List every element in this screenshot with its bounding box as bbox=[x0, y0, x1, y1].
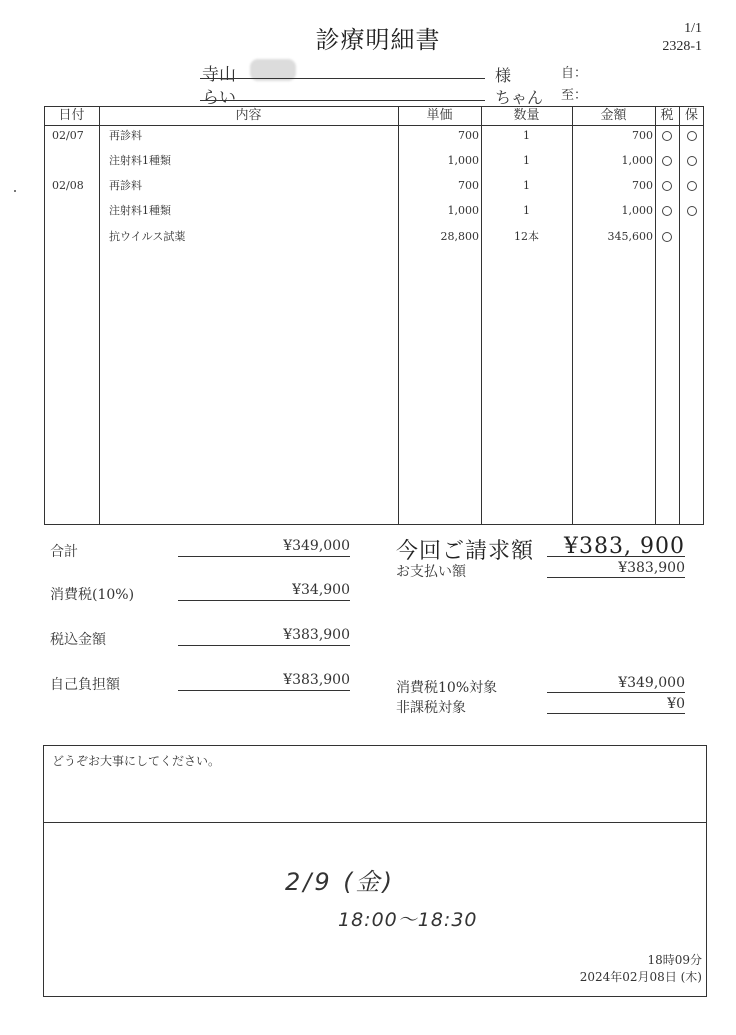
owner-name: 寺山 bbox=[202, 65, 236, 85]
tax-label: 消費税(10%) bbox=[50, 587, 135, 603]
col-divider bbox=[679, 106, 680, 525]
header-quantity: 数量 bbox=[513, 108, 540, 123]
taxable-value: ¥349,000 bbox=[618, 675, 685, 691]
row-date: 02/08 bbox=[52, 179, 84, 192]
payment-value: ¥383,900 bbox=[618, 560, 685, 576]
row-amount: 700 bbox=[632, 129, 653, 142]
scan-speck bbox=[14, 190, 16, 192]
taxable-underline bbox=[547, 692, 685, 693]
row-unit-price: 1,000 bbox=[447, 154, 479, 167]
tax-mark-icon bbox=[662, 131, 672, 141]
billing-amount-label: 今回ご請求額 bbox=[396, 539, 535, 564]
insurance-mark-icon bbox=[687, 156, 697, 166]
insurance-mark-icon bbox=[687, 181, 697, 191]
row-date: 02/07 bbox=[52, 129, 84, 142]
tax-mark-icon bbox=[662, 206, 672, 216]
tax-mark-icon bbox=[662, 156, 672, 166]
get-well-message: どうぞお大事にしてください。 bbox=[52, 754, 221, 768]
notes-divider bbox=[43, 822, 707, 823]
payment-underline bbox=[547, 577, 685, 578]
row-quantity: 1 bbox=[523, 154, 530, 167]
tax-mark-icon bbox=[662, 232, 672, 242]
billing-underline bbox=[547, 556, 685, 557]
self-pay-label: 自己負担額 bbox=[50, 677, 120, 693]
header-amount: 金額 bbox=[600, 108, 627, 123]
row-quantity: 1 bbox=[523, 179, 530, 192]
col-divider bbox=[655, 106, 656, 525]
row-content: 再診料 bbox=[109, 179, 142, 192]
owner-honorific: 様 bbox=[495, 66, 512, 85]
row-quantity: 12本 bbox=[514, 230, 539, 243]
handwritten-time: 18:00〜18:30 bbox=[338, 909, 478, 931]
self-pay-underline bbox=[178, 690, 350, 691]
tax-mark-icon bbox=[662, 181, 672, 191]
self-pay-value: ¥383,900 bbox=[283, 672, 350, 688]
nontaxable-underline bbox=[547, 713, 685, 714]
tax-underline bbox=[178, 600, 350, 601]
owner-name-underline bbox=[200, 78, 485, 79]
row-unit-price: 700 bbox=[458, 179, 479, 192]
period-to-label: 至： bbox=[561, 88, 588, 103]
row-unit-price: 700 bbox=[458, 129, 479, 142]
insurance-mark-icon bbox=[687, 131, 697, 141]
nontaxable-label: 非課税対象 bbox=[396, 700, 466, 716]
billing-amount-value: ¥383, 900 bbox=[564, 534, 685, 559]
row-unit-price: 1,000 bbox=[447, 204, 479, 217]
handwritten-date: 2/9 (金) bbox=[285, 868, 395, 896]
issue-date: 2024年02月08日 (木) bbox=[579, 970, 702, 984]
document-title: 診療明細書 bbox=[315, 26, 441, 54]
row-quantity: 1 bbox=[523, 204, 530, 217]
pet-honorific: ちゃん bbox=[495, 88, 544, 107]
payment-label: お支払い額 bbox=[396, 564, 466, 580]
nontaxable-value: ¥0 bbox=[667, 696, 685, 712]
row-content: 注射料1種類 bbox=[109, 204, 171, 217]
insurance-mark-icon bbox=[687, 206, 697, 216]
subtotal-label: 合計 bbox=[50, 544, 78, 560]
page-info bbox=[662, 20, 702, 56]
row-quantity: 1 bbox=[523, 129, 530, 142]
tax-value: ¥34,900 bbox=[292, 582, 350, 598]
row-content: 抗ウイルス試薬 bbox=[109, 230, 186, 243]
total-with-tax-label: 税込金額 bbox=[50, 632, 106, 648]
col-divider bbox=[99, 106, 100, 525]
row-amount: 345,600 bbox=[607, 230, 653, 243]
header-insurance: 保 bbox=[684, 108, 698, 123]
row-unit-price: 28,800 bbox=[440, 230, 479, 243]
row-content: 注射料1種類 bbox=[109, 154, 171, 167]
total-with-tax-value: ¥383,900 bbox=[283, 627, 350, 643]
pet-name: らい bbox=[202, 88, 236, 108]
period-from-label: 自： bbox=[561, 66, 588, 81]
taxable-label: 消費税10%対象 bbox=[396, 680, 498, 696]
total-with-tax-underline bbox=[178, 645, 350, 646]
row-amount: 1,000 bbox=[621, 154, 653, 167]
pet-name-underline bbox=[200, 100, 485, 101]
issue-time: 18時09分 bbox=[647, 953, 702, 967]
header-date: 日付 bbox=[58, 108, 85, 123]
page-number: 1/1 bbox=[684, 21, 702, 36]
header-tax: 税 bbox=[660, 108, 674, 123]
row-amount: 1,000 bbox=[621, 204, 653, 217]
row-amount: 700 bbox=[632, 179, 653, 192]
row-content: 再診料 bbox=[109, 129, 142, 142]
subtotal-value: ¥349,000 bbox=[283, 538, 350, 554]
subtotal-underline bbox=[178, 556, 350, 557]
header-unit-price: 単価 bbox=[426, 108, 453, 123]
header-content: 内容 bbox=[235, 108, 262, 123]
document-number: 2328-1 bbox=[662, 39, 702, 54]
